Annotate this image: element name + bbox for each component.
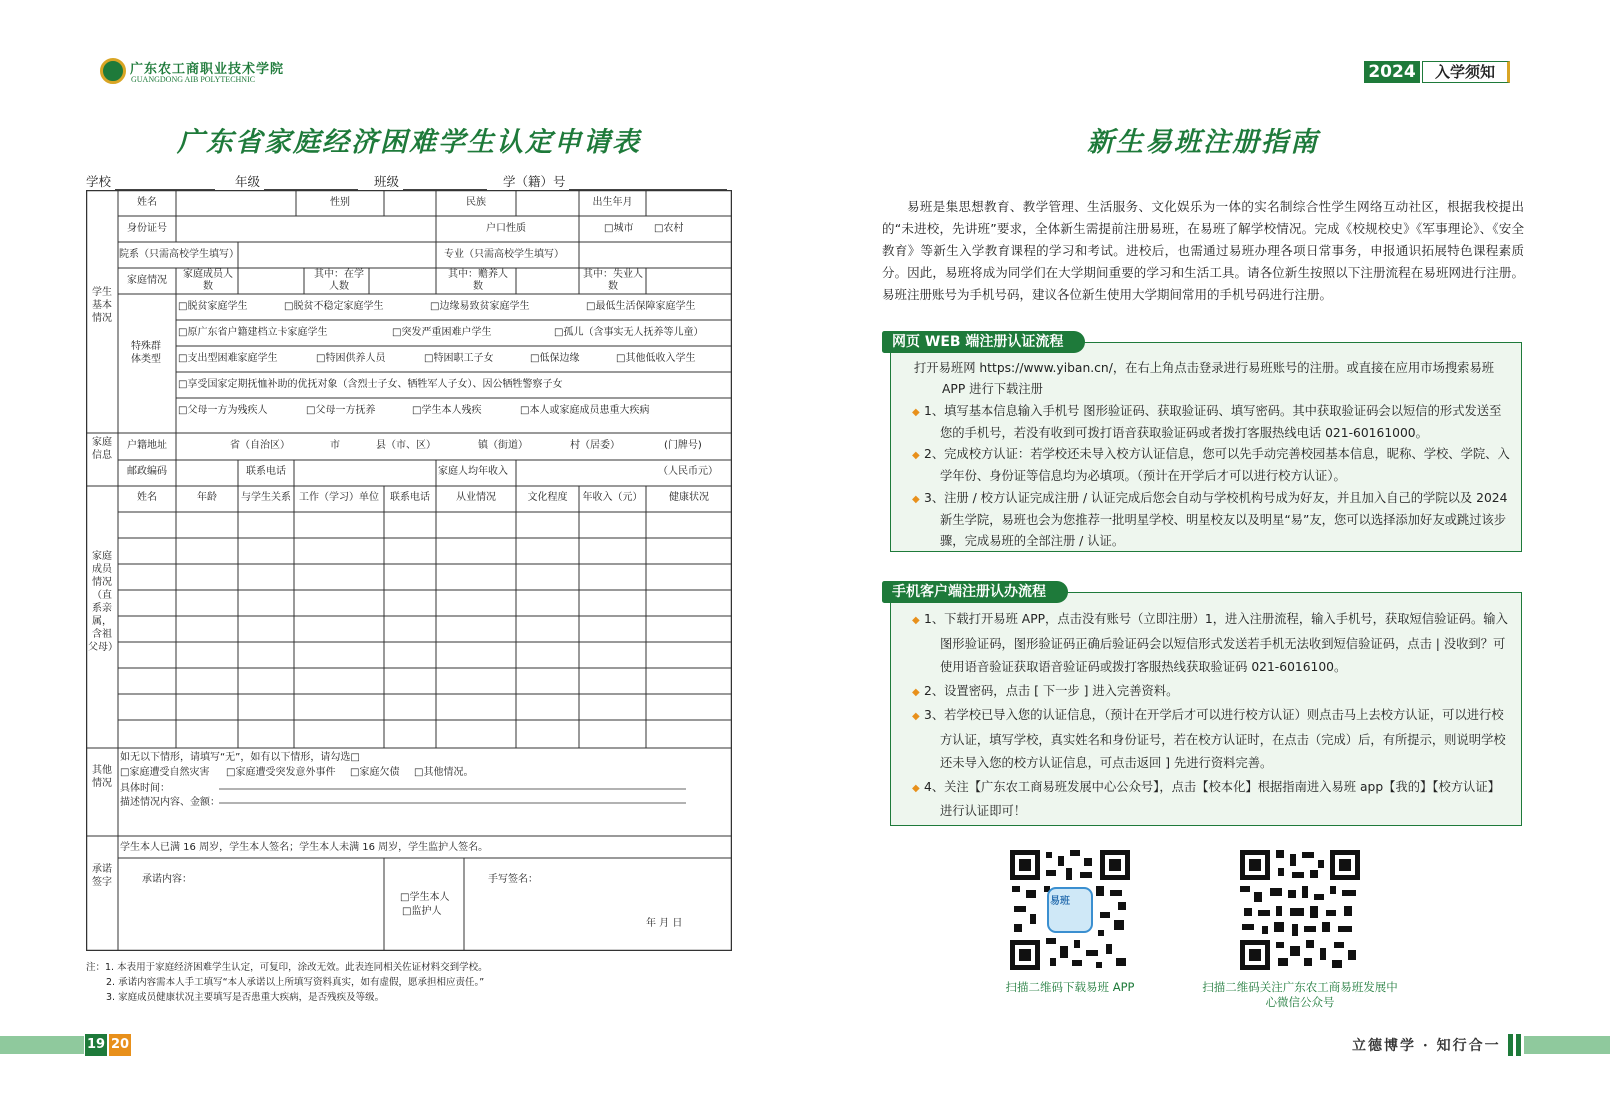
footer-bar-left (0, 1036, 84, 1054)
unemployed-count-label: 其中：失业人数 (583, 269, 643, 292)
special-option[interactable]: □最低生活保障家庭学生 (586, 301, 696, 312)
special-option[interactable]: □脱贫家庭学生 (178, 301, 248, 312)
school-label: 学校 (86, 174, 112, 189)
member-col-header: 联系电话 (390, 492, 430, 503)
guide-title: 新生易班注册指南 (1087, 127, 1319, 158)
signer-guardian-checkbox[interactable]: □监护人 (402, 906, 442, 917)
year-badge: 2024 (1364, 61, 1420, 83)
bullet-icon: ◆ (912, 711, 920, 722)
web-step: 1、填写基本信息输入手机号 图形验证码、获取验证码、填写密码。其中获取验证码会以短信的形式发送至您的手机号，若没有收到可拨打语音获取验证码或者拨打客服热线电话 021-60161000。 (924, 403, 1502, 440)
special-option[interactable]: □脱贫不稳定家庭学生 (284, 301, 384, 312)
special-option[interactable]: □本人或家庭成员患重大疾病 (520, 405, 650, 416)
mobile-step: 2、设置密码，点击 [ 下一步 ] 进入完善资料。 (924, 683, 1179, 698)
mobile-step: 3、若学校已导入您的认证信息，（预计在开学后才可以进行校方认证）则点击马上去校方认证，可以进行校方认证，填写学校，真实姓名和身份证号，若在校方认证时，在点击（完成）后，有所提示，则说明学校还未导入您的校方认证信息，可点击返回 ] 先进行资料完善。 (924, 708, 1506, 770)
other-option[interactable]: □其他情况。 (414, 767, 474, 778)
other-option[interactable]: □家庭遭受自然灾害 (120, 767, 210, 778)
group-family-info-label: 家庭信息 (92, 437, 112, 461)
signature-label: 手写签名： (488, 874, 538, 885)
address-town: 镇（街道） (478, 440, 528, 451)
special-option[interactable]: □特困职工子女 (424, 353, 494, 364)
special-option[interactable]: □父母一方为残疾人 (178, 405, 268, 416)
promise-content-label: 承诺内容： (142, 874, 192, 885)
address-city: 市 (330, 440, 340, 451)
college-name-cn: 广东农工商职业技术学院 (130, 62, 285, 77)
grade-label: 年级 (234, 174, 260, 189)
other-time-label: 具体时间： (120, 783, 170, 794)
other-instruction: 如无以下情形，请填写“无”，如有以下情形，请勾选□ (120, 752, 360, 763)
qr-wechat-caption: 扫描二维码关注广东农工商易班发展中心微信公众号 (1202, 980, 1398, 1009)
income-label: 家庭人均年收入 (438, 466, 508, 477)
grade-field[interactable] (264, 175, 358, 190)
footer-bar-right (1524, 1036, 1610, 1054)
family-situation-label: 家庭情况 (127, 275, 167, 286)
hukou-city-checkbox[interactable]: □城市 (604, 223, 634, 234)
special-option[interactable]: □其他低收入学生 (616, 353, 696, 364)
ethnicity-label: 民族 (466, 197, 486, 208)
member-col-header: 年收入（元） (582, 492, 643, 503)
phone-label: 联系电话 (246, 466, 286, 477)
birth-label: 出生年月 (592, 197, 633, 208)
special-option[interactable]: □特困供养人员 (316, 353, 386, 364)
special-option[interactable]: □突发严重困难户学生 (392, 327, 492, 338)
special-option[interactable]: □边缘易致贫家庭学生 (430, 301, 530, 312)
special-option[interactable]: □孤儿（含事实无人抚养等儿童） (554, 327, 704, 338)
group-other-label: 其他情况 (92, 765, 112, 789)
member-col-header: 与学生关系 (241, 492, 291, 503)
bullet-icon: ◆ (912, 493, 920, 505)
mobile-section-tag: 手机客户端注册认办流程 (882, 581, 1068, 603)
other-option[interactable]: □家庭遭受突发意外事件 (226, 767, 336, 778)
support-count-label: 其中：赡养人数 (448, 269, 508, 292)
web-step: 3、注册 / 校方认证完成注册 / 认证完成后您会自动与学校机构号成为好友，并且加入自己的学院以及 2024 新生学院，易班也会为您推荐一批明星学校、明星校友以及明星“易”友，您可以选择添加好友或跳过该步骤，完成易班的全部注册 / 认证。 (924, 490, 1508, 549)
web-section-text (890, 358, 1512, 553)
class-label: 班级 (373, 174, 399, 189)
signer-self-checkbox[interactable]: □学生本人 (400, 892, 450, 903)
name-label: 姓名 (137, 197, 157, 208)
form-top-fields (86, 172, 732, 190)
special-option[interactable]: □原广东省户籍建档立卡家庭学生 (178, 327, 328, 338)
bullet-icon: ◆ (912, 782, 920, 794)
qr-app-caption: 扫描二维码下载易班 APP (1005, 980, 1135, 994)
member-col-header: 健康状况 (669, 492, 709, 503)
page-number-left: 19 (85, 1034, 107, 1056)
special-option[interactable]: □享受国家定期抚恤补助的优抚对象（含烈士子女、牺牲军人子女）、因公牺牲警察子女 (178, 379, 563, 390)
form-title: 广东省家庭经济困难学生认定申请表 (177, 127, 641, 158)
student-id-label: 学（籍）号 (502, 174, 566, 189)
bullet-icon: ◆ (912, 450, 920, 462)
special-option[interactable]: □支出型困难家庭学生 (178, 353, 278, 364)
address-village: 村（居委） (570, 440, 620, 451)
web-step: 2、完成校方认证：若学校还未导入校方认证信息，您可以先手动完善校园基本信息，昵称、学校、学院、入学年份、身份证等信息均为必填项。（预计在开学后才可以进行校方认证）。 (924, 447, 1510, 484)
id-label: 身份证号 (127, 223, 167, 234)
group-members-label: 家庭成员情况（直系亲属，含祖父母） (88, 551, 118, 653)
school-field[interactable] (115, 175, 215, 190)
web-section-tag: 网页 WEB 端注册认证流程 (882, 331, 1085, 353)
bullet-icon: ◆ (912, 686, 920, 698)
member-col-header: 年龄 (197, 492, 217, 503)
qr-badge-text: 易班 (1050, 896, 1070, 907)
gender-label: 性别 (330, 197, 350, 208)
college-logo-icon (100, 58, 126, 84)
member-col-header: 文化程度 (527, 492, 568, 503)
group-promise-label: 承诺签字 (92, 864, 112, 888)
college-motto: 立德博学 · 知行合一 (1352, 1038, 1501, 1054)
special-option[interactable]: □学生本人残疾 (412, 405, 482, 416)
postal-label: 邮政编码 (127, 466, 167, 477)
mobile-section-text (890, 608, 1512, 824)
form-notes (86, 960, 488, 1005)
promise-date-label: 年 月 日 (646, 918, 683, 929)
class-field[interactable] (403, 175, 487, 190)
bullet-icon: ◆ (912, 406, 920, 418)
footer-stripe (1508, 1034, 1513, 1056)
students-count-label: 其中：在学人数 (314, 269, 364, 292)
member-col-header: 从业情况 (456, 492, 496, 503)
address-province: 省（自治区） (230, 440, 290, 451)
note-2: 2. 承诺内容需本人手工填写“本人承诺以上所填写资料真实，如有虚假，愿承担相应责任。” (106, 977, 485, 988)
qr-code-wechat-icon (1240, 850, 1360, 970)
address-label: 户籍地址 (127, 440, 167, 451)
note-3: 3. 家庭成员健康状况主要填写是否患重大疾病，是否残疾及等级。 (106, 992, 385, 1003)
hukou-rural-checkbox[interactable]: □农村 (654, 223, 684, 234)
member-col-header: 姓名 (137, 492, 157, 503)
footer-stripe (1516, 1034, 1521, 1056)
mobile-step: 4、关注【广东农工商易班发展中心公众号】，点击【校本化】根据指南进入易班 app【我的】【校方认证】进行认证即可！ (924, 779, 1500, 818)
address-house: (门牌号) (664, 440, 702, 451)
major-label: 专业（只需高校学生填写） (444, 249, 564, 260)
application-form (86, 190, 732, 951)
qr-code-app-icon (1010, 850, 1130, 970)
student-id-field[interactable] (569, 175, 727, 190)
dept-label: 院系（只需高校学生填写） (119, 249, 239, 260)
address-county: 县（市、区） (376, 440, 436, 451)
page-number-right: 20 (109, 1034, 131, 1056)
other-option[interactable]: □家庭欠债 (350, 767, 400, 778)
college-name-en: GUANGDONG AIB POLYTECHNIC (131, 75, 256, 84)
mobile-step: 1、下载打开易班 APP，点击没有账号（立即注册）1，进入注册流程，输入手机号，获取短信验证码。输入图形验证码，图形验证码正确后验证码会以短信形式发送若手机无法收到短信验证码，点击 | 没收到？可使用语音验证获取语音验证码或拨打客服热线获取验证码 021-6016100。 (924, 612, 1508, 674)
special-option[interactable]: □父母一方抚养 (306, 405, 376, 416)
promise-instruction: 学生本人已满 16 周岁，学生本人签名；学生本人未满 16 周岁，学生监护人签名。 (120, 842, 489, 853)
group-special-label: 特殊群体类型 (131, 341, 161, 365)
note-1: 注：1. 本表用于家庭经济困难学生认定，可复印，涂改无效。此表连同相关佐证材料交到学校。 (86, 962, 488, 973)
hukou-label: 户口性质 (486, 223, 526, 234)
member-col-header: 工作（学习）单位 (299, 492, 379, 503)
special-option[interactable]: □低保边缘 (530, 353, 580, 364)
bullet-icon: ◆ (912, 615, 920, 626)
web-lead: 打开易班网 https://www.yiban.cn/，在右上角点击登录进行易班账号的注册。或直接在应用市场搜索易班 APP 进行下载注册 (914, 361, 1495, 397)
guide-intro: 易班是集思想教育、教学管理、生活服务、文化娱乐为一体的实名制综合性学生网络互动社区，根据我校提出的“未进校，先讲班”要求，全体新生需提前注册易班，在易班了解学校情况。完成《校规校史》《军事理论》、《安全教育》等新生入学教育课程的学习和考试。进校后，也需通过易班办理各项日常事务，申报通识拓展特色课程素质分。因此，易班将成为同学们在大学期间重要的学习和生活工具。请各位新生按照以下注册流程在易班网进行注册。易班注册账号为手机号码，建议各位新生使用大学期间常用的手机号码进行注册。 (882, 199, 1524, 302)
other-desc-label: 描述情况内容、金额： (120, 797, 220, 808)
group-basic-label: 学生基本情况 (92, 287, 112, 324)
section-badge: 入学须知 (1422, 61, 1510, 83)
income-unit: （人民币元） (658, 466, 718, 477)
family-members-count-label: 家庭成员人数 (183, 269, 233, 292)
